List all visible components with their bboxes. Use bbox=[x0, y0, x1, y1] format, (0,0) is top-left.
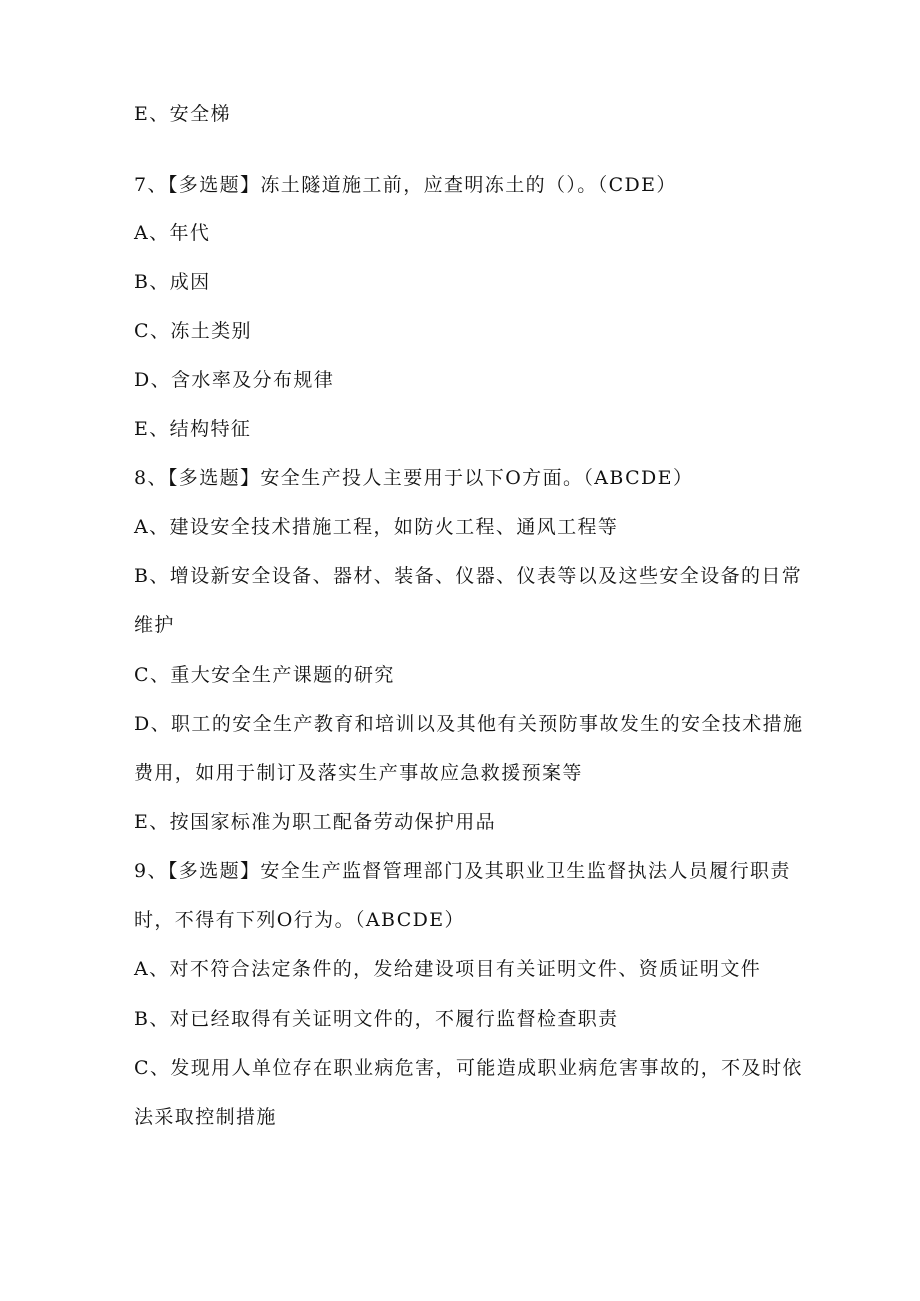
q8-option-b-line2: 维护 bbox=[134, 614, 175, 636]
q9-stem-line1: 9、【多选题】安全生产监督管理部门及其职业卫生监督执法人员履行职责 bbox=[134, 860, 791, 882]
q9-option-c-line1: C、发现用人单位存在职业病危害，可能造成职业病危害事故的，不及时依 bbox=[134, 1057, 803, 1079]
q8-option-d-line2: 费用，如用于制订及落实生产事故应急救援预案等 bbox=[134, 762, 583, 784]
q7-stem: 7、【多选题】冻土隧道施工前，应查明冻土的（）。（CDE） bbox=[134, 174, 677, 196]
q6-option-e: E、安全梯 bbox=[134, 103, 231, 125]
q9-option-b: B、对已经取得有关证明文件的，不履行监督检查职责 bbox=[134, 1008, 619, 1030]
q7-option-d: D、含水率及分布规律 bbox=[134, 369, 335, 391]
q8-option-e: E、按国家标准为职工配备劳动保护用品 bbox=[134, 811, 497, 833]
q7-option-e: E、结构特征 bbox=[134, 418, 252, 440]
q8-option-c: C、重大安全生产课题的研究 bbox=[134, 664, 395, 686]
q9-option-c-line2: 法采取控制措施 bbox=[134, 1106, 277, 1128]
q8-option-b-line1: B、增设新安全设备、器材、装备、仪器、仪表等以及这些安全设备的日常 bbox=[134, 565, 803, 587]
q9-option-a: A、对不符合法定条件的，发给建设项目有关证明文件、资质证明文件 bbox=[134, 958, 762, 980]
q7-option-a: A、年代 bbox=[134, 222, 211, 244]
q7-option-c: C、冻土类别 bbox=[134, 320, 252, 342]
q8-stem: 8、【多选题】安全生产投人主要用于以下O方面。（ABCDE） bbox=[134, 467, 694, 489]
q7-option-b: B、成因 bbox=[134, 271, 211, 293]
q8-option-a: A、建设安全技术措施工程，如防火工程、通风工程等 bbox=[134, 516, 619, 538]
q9-stem-line2: 时，不得有下列O行为。（ABCDE） bbox=[134, 909, 465, 931]
q8-option-d-line1: D、职工的安全生产教育和培训以及其他有关预防事故发生的安全技术措施 bbox=[134, 713, 804, 735]
